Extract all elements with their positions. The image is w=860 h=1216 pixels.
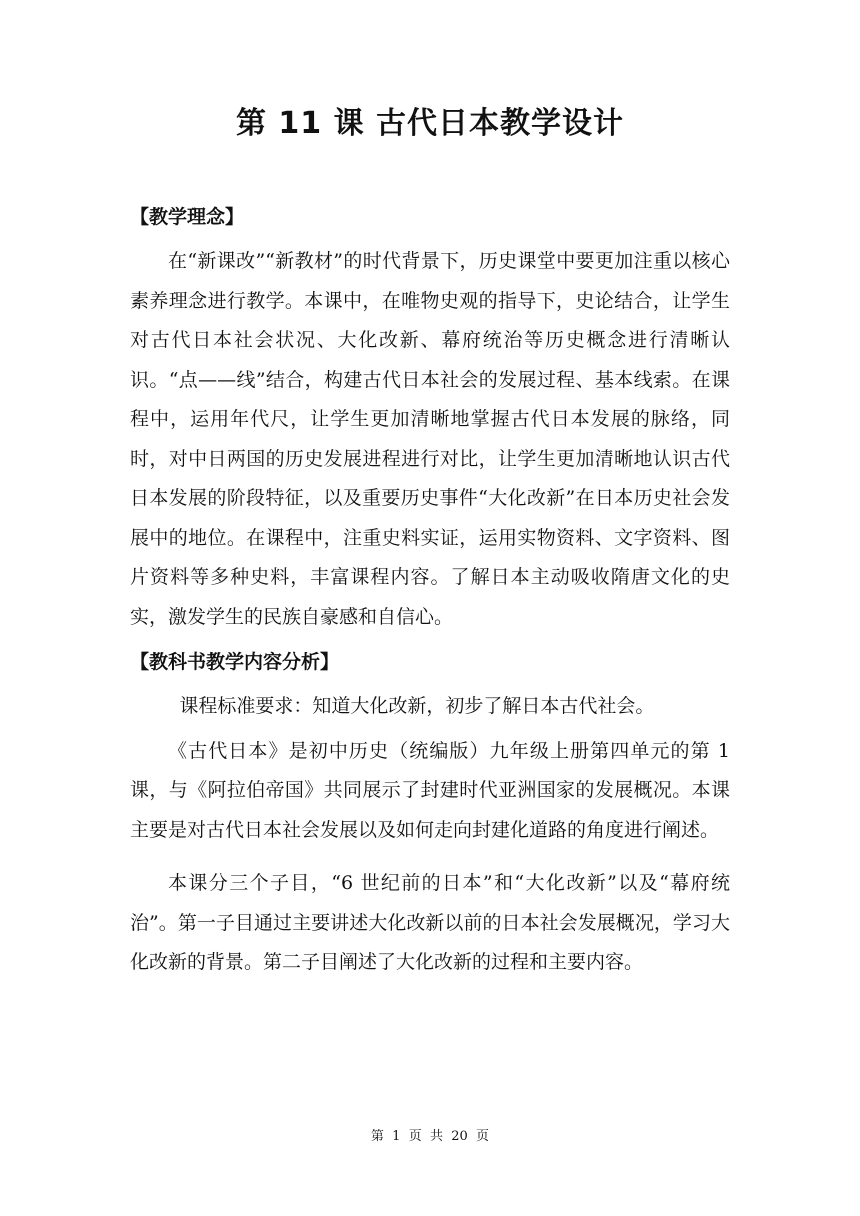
section-heading: 【教学理念】: [130, 206, 245, 228]
paragraph: 在“新课改”“新教材”的时代背景下，历史课堂中要更加注重以核心素养理念进行教学。本课中，在唯物史观的指导下，史论结合，让学生对古代日本社会状况、大化改新、幕府统治等历史概念进行清晰认识。“点——线”结合，构建古代日本社会的发展过程、基本线索。在课程中，运用年代尺，让学生更加清晰地掌握古代日本发展的脉络，同时，对中日两国的历史发展进程进行对比，让学生更加清晰地认识古代日本发展的阶段特征，以及重要历史事件“大化改新”在日本历史社会发展中的地位。在课程中，注重史料实证，运用实物资料、文字资料、图片资料等多种史料，丰富课程内容。了解日本主动吸收隋唐文化的史实，激发学生的民族自豪感和自信心。: [130, 250, 730, 628]
document-body: [130, 197, 730, 983]
paragraph-curriculum-standard: 课程标准要求：知道大化改新，初步了解日本古代社会。: [179, 695, 655, 717]
document-title: 第 11 课 古代日本教学设计: [235, 106, 625, 141]
page-number-footer: 第 1 页 共 20 页: [370, 1129, 490, 1144]
section-teaching-philosophy: [130, 197, 730, 637]
paragraph: 《古代日本》是初中历史（统编版）九年级上册第四单元的第 1 课，与《阿拉伯帝国》共同展示了封建时代亚洲国家的发展概况。本课主要是对古代日本社会发展以及如何走向封建化道路的角度进行阐述。: [130, 739, 730, 841]
section-textbook-analysis: [130, 642, 730, 983]
paragraph: 本课分三个子目，“6 世纪前的日本”和“大化改新”以及“幕府统治”。第一子目通过主要讲述大化改新以前的日本社会发展概况，学习大化改新的背景。第二子目阐述了大化改新的过程和主要内容。: [130, 872, 730, 973]
section-heading: 【教科书教学内容分析】: [130, 651, 340, 673]
